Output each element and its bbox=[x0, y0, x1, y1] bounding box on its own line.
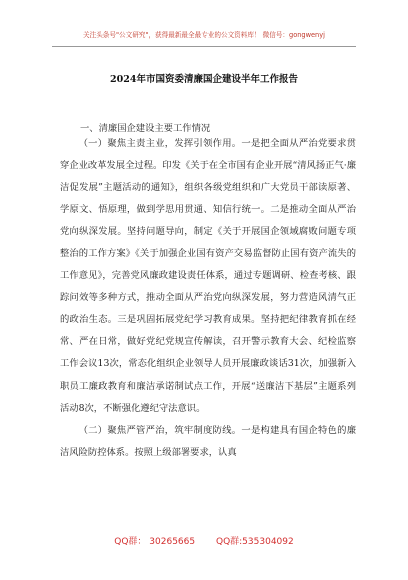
header-banner: 关注头条号"公文研究"，获得最新最全最专业的公文资料库！ 微信号：gongwenyj bbox=[83, 31, 325, 39]
document-title: 2024年市国资委清廉国企建设半年工作报告 bbox=[110, 74, 298, 85]
footer-qq-group-1: QQ群： 30265665 bbox=[114, 537, 196, 547]
footer-qq-group-2: QQ群:535304092 bbox=[215, 537, 294, 547]
body-paragraph-1: （一）聚焦主责主业，发挥引领作用。一是把全面从严治党要求贯穿企业改革发展全过程。印发《关于在全市国有企业开展“清风扬正气·廉洁促发展”主题活动的通知》，组织各级党组织和广大党员干部读原著、学原文、悟原理，做到学思用贯通、知信行统一。二是推动全面从严治党向纵深发展。坚持问题导向，制定《关于开展国企领域腐败问题专项整治的工作方案》《关于加强企业国有资产交易监督防止国有资产流失的工作意见》，完善党风廉政建设责任体系，通过专题调研、检查考核、跟踪问效等多种方式，推动全面从严治党向纵深发展，努力营造风清气正的政治生态。三是巩固拓展党纪学习教育成果。坚持把纪律教育抓在经常、严在日常，做好党纪党规宣传解读，召开警示教育大会、纪检监察工作会议13次，常态化组织企业领导人员开展廉政谈话31次，加强新入职员工廉政教育和廉洁承诺制试点工作，开展“送廉洁下基层”主题系列活动8次，不断强化遵纪守法意识。 bbox=[60, 138, 356, 414]
section-heading: 一、清廉国企建设主要工作情况 bbox=[80, 123, 211, 134]
header-divider bbox=[52, 46, 356, 47]
document-body bbox=[60, 133, 356, 464]
footer bbox=[0, 534, 408, 547]
body-paragraph-2: （二）聚焦严管严治，筑牢制度防线。一是构建具有国企特色的廉洁风险防控体系。按照上级部署要求，认真 bbox=[60, 424, 356, 458]
